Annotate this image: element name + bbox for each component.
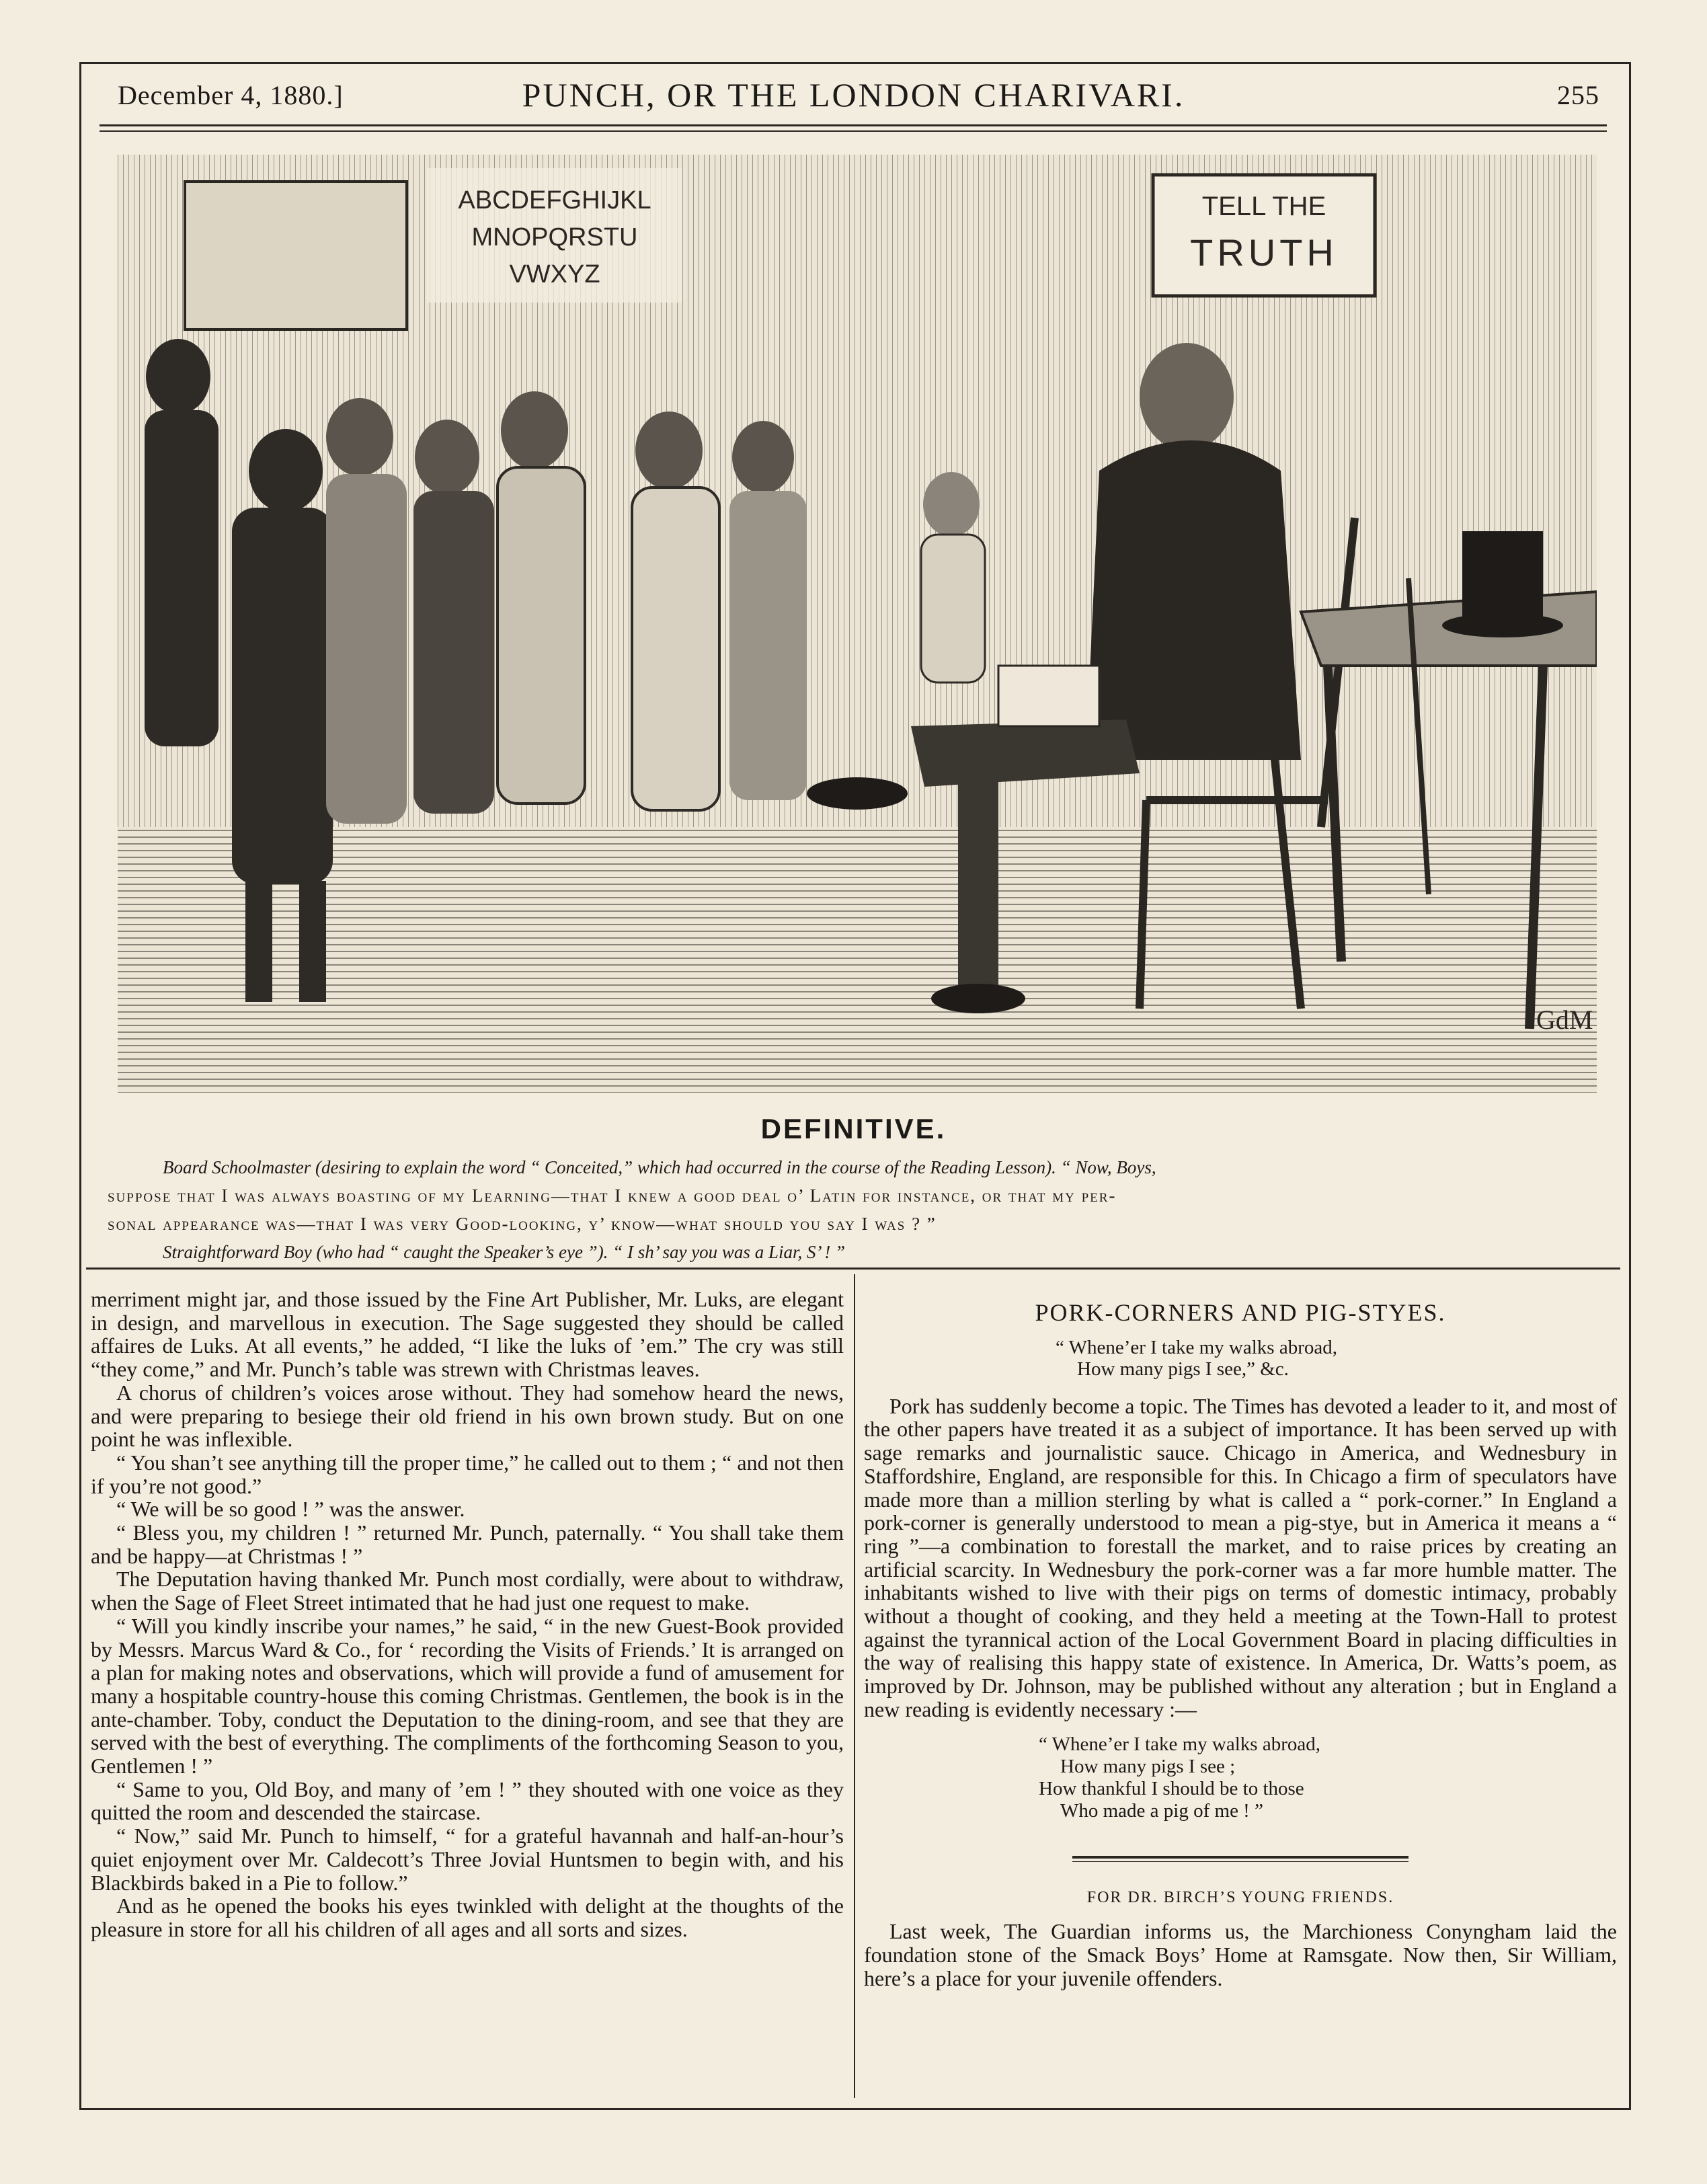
left-column	[91, 1288, 844, 1941]
paragraph: “ Will you kindly inscribe your names,” he said, “ in the new Guest-Book provided by Messrs. Marcus Ward & Co., for ‘ recording the Visits of Friends.’ It is arranged on a plan for making notes and observations, which will provide a fund of amusement for many a hospitable country-house this coming Christmas. Gentlemen, the book is in the ante-chamber. Toby, conduct the Deputation to the dining-room, and see that they are served with the best of everything. The compliments of the forthcoming Season to you, Gentlemen ! ”	[91, 1613, 844, 1779]
paragraph: “ We will be so good ! ” was the answer.	[116, 1497, 465, 1522]
paragraph: “ Bless you, my children ! ” returned Mr. Punch, paternally. “ You shall take them and be happy—at Christmas ! ”	[91, 1520, 844, 1568]
poem-line: “ Whene’er I take my walks abroad,	[1039, 1733, 1320, 1755]
paragraph: The Deputation having thanked Mr. Punch most cordially, were about to withdraw, when the Sage of Fleet Street intimated that he had just one request to make.	[91, 1567, 844, 1615]
article-paragraph: Last week, The Guardian informs us, the Marchioness Conyngham laid the foundation stone of the Smack Boys’ Home at Ramsgate. Now then, Sir William, here’s a place for your juvenile offenders.	[864, 1919, 1617, 1990]
epigraph	[864, 1337, 1617, 1380]
cartoon-title: DEFINITIVE.	[760, 1113, 947, 1144]
alphabet-board	[427, 168, 682, 303]
svg-text:MNOPQRSTU: MNOPQRSTU	[471, 223, 638, 251]
cartoon-caption	[108, 1153, 1587, 1266]
header-rule	[100, 124, 1607, 132]
article-paragraph: Pork has suddenly become a topic. The Times has devoted a leader to it, and most of the other papers have treated it as a subject of importance. It has been served up with sage remarks and journalistic sauce. Chicago in America, and Wednesbury in Staffordshire, England, are responsible for this. In Chicago a firm of speculators have made more than a million sterling by what is called a “ pork-corner.” In England a pork-corner is generally understood to mean a pig-stye, but in America it means a “ ring ”—a combination to forestall the market, and to raise prices by creating an artificial scarcity. In Wednesbury the pork-corner was a far more humble matter. The inhabitants wished to live with their pigs on terms of domestic intimacy, probably without a thought of cooking, and they held a meeting at the Town-Hall to protest against the tyrannical action of the Local Government Board in placing difficulties in the way of realising this happy state of existence. In America, Dr. Watts’s poem, as improved by Dr. Johnson, may be published without any alteration ; but in England a new reading is evidently necessary :—	[864, 1393, 1617, 1721]
caption-line-3: sonal appearance was—that I was very Good-looking, y’ know—what should you say I was ? ”	[108, 1214, 937, 1234]
poem-line: How many pigs I see ;	[1060, 1755, 1236, 1777]
article-subheading: FOR DR. BIRCH’S YOUNG FRIENDS.	[1086, 1888, 1394, 1906]
svg-text:VWXYZ: VWXYZ	[509, 260, 600, 288]
section-divider	[1072, 1856, 1408, 1862]
body-rule	[86, 1268, 1620, 1270]
poem-line: How thankful I should be to those	[1039, 1777, 1304, 1799]
wall-map	[185, 182, 407, 329]
cartoon-illustration	[118, 155, 1597, 1093]
floor-boards	[118, 827, 1597, 1093]
right-column	[864, 1301, 1617, 1990]
engraving-drawing	[118, 155, 1597, 1093]
poem-line: Who made a pig of me ! ”	[1060, 1799, 1263, 1822]
epigraph-line: How many pigs I see,” &c.	[1077, 1358, 1289, 1380]
caption-line-4: Straightforward Boy (who had “ caught the Speaker’s eye ”). “ I sh’ say you was a Liar, S’ ! ”	[163, 1242, 845, 1262]
paragraph: “ Now,” said Mr. Punch to himself, “ for a grateful havannah and half-an-hour’s quiet enjoyment over Mr. Caldecott’s Three Jovial Huntsmen to begin with, and his Blackbirds baked in a Pie to follow.”	[91, 1824, 844, 1895]
paragraph: A chorus of children’s voices arose without. They had somehow heard the news, and were preparing to besiege their old friend in his own brown study. But on one point he was inflexible.	[91, 1380, 844, 1452]
paragraph: “ You shan’t see anything till the proper time,” he called out to them ; “ and not then if you’re not good.”	[91, 1450, 844, 1498]
masthead-title: PUNCH, OR THE LONDON CHARIVARI.	[522, 76, 1185, 114]
epigraph-line: “ Whene’er I take my walks abroad,	[1056, 1336, 1337, 1358]
artist-monogram: GdM	[1536, 1005, 1593, 1035]
svg-text:TRUTH: TRUTH	[1190, 231, 1338, 274]
truth-sign	[1153, 175, 1375, 296]
page-number: 255	[1557, 80, 1599, 110]
caption-line-2: suppose that I was always boasting of my Learning—that I knew a good deal o’ Latin for instance, or that my per-	[108, 1185, 1117, 1206]
svg-text:ABCDEFGHIJKL: ABCDEFGHIJKL	[458, 186, 651, 214]
paragraph: merriment might jar, and those issued by the Fine Art Publisher, Mr. Luks, are elegant in design, and marvellous in execution. The Sage suggested they should be called affaires de Luks. At all events,” he added, “I like the luks of ’em.” The cry was still “they come,” and Mr. Punch’s table was strewn with Christmas leaves.	[91, 1287, 844, 1382]
svg-text:TELL THE: TELL THE	[1201, 192, 1326, 221]
paragraph: “ Same to you, Old Boy, and many of ’em ! ” they shouted with one voice as they quitted the room and descended the staircase.	[91, 1777, 844, 1825]
issue-date: December 4, 1880.]	[118, 80, 344, 110]
poem	[864, 1733, 1617, 1822]
paragraph: And as he opened the books his eyes twinkled with delight at the thoughts of the pleasure in store for all his children of all ages and all sorts and sizes.	[91, 1894, 844, 1941]
article-heading: PORK-CORNERS AND PIG-STYES.	[1035, 1299, 1446, 1326]
caption-line-1: Board Schoolmaster (desiring to explain the word “ Conceited,” which had occurred in the course of the Reading Lesson). “ Now, Boys,	[163, 1157, 1156, 1177]
column-divider	[854, 1274, 855, 2098]
